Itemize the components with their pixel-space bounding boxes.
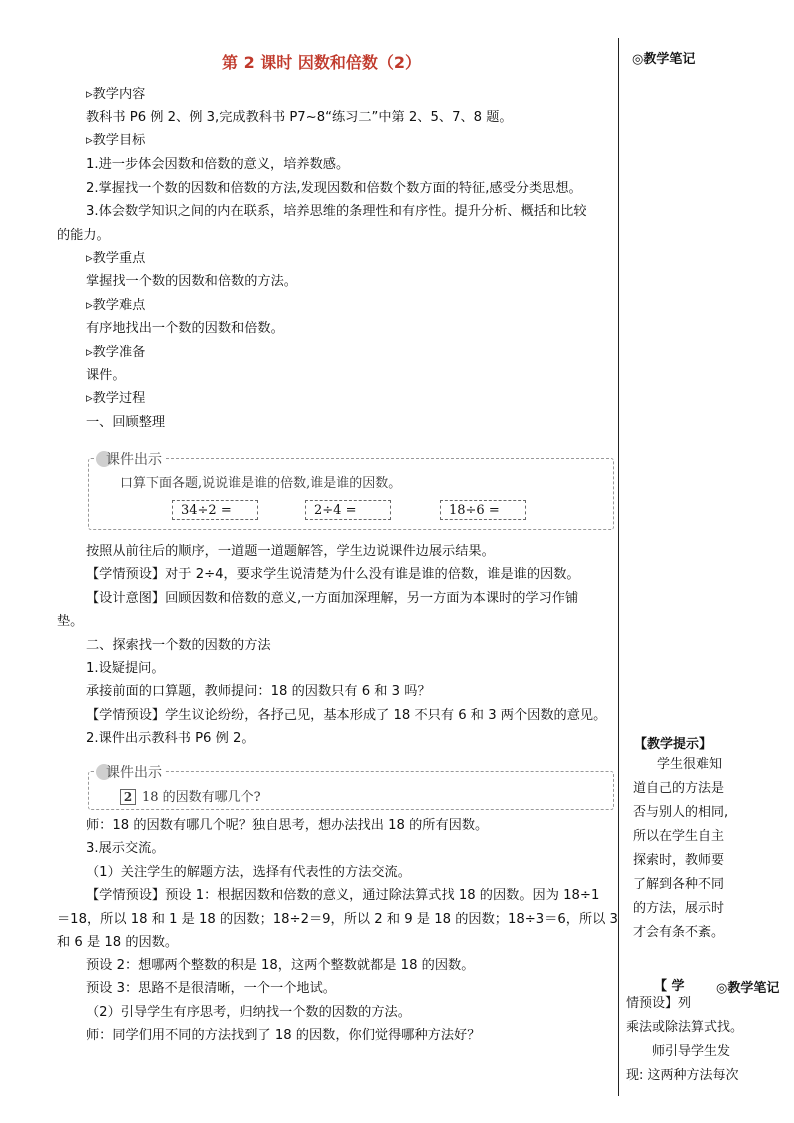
bottom-line: 师引导学生发 bbox=[652, 1044, 731, 1059]
step-3-2: （2）引导学生有序思考，归纳找一个数的因数的方法。 bbox=[86, 1005, 411, 1020]
goal-3: 3.体会数学知识之间的内在联系，培养思维的条理性和有序性。提升分析、概括和比较 bbox=[86, 204, 587, 219]
page-title: 第 2 课时 因数和倍数（2） bbox=[222, 53, 421, 72]
para-1: 按照从前往后的顺序，一道题一道题解答，学生边说课件边展示结果。 bbox=[86, 544, 495, 559]
notes-header-bottom: ◎教学笔记 bbox=[716, 981, 780, 996]
preset-2: 预设 2：想哪两个整数的积是 18，这两个整数就都是 18 的因数。 bbox=[86, 958, 475, 973]
step-1: 1.设疑提问。 bbox=[86, 661, 165, 676]
goal-1: 1.进一步体会因数和倍数的意义，培养数感。 bbox=[86, 157, 350, 172]
margin-divider bbox=[618, 38, 619, 1096]
goal-3-cont: 的能力。 bbox=[57, 228, 110, 243]
step-3-1: （1）关注学生的解题方法，选择有代表性的方法交流。 bbox=[86, 865, 411, 880]
content-text: 教科书 P6 例 2、例 3,完成教科书 P7~8“练习二”中第 2、5、7、8 题。 bbox=[86, 110, 513, 125]
tips-line: 所以在学生自主 bbox=[633, 829, 725, 844]
step-3: 3.展示交流。 bbox=[86, 841, 165, 856]
calc-3: 18÷6 = bbox=[440, 500, 526, 520]
tips-line: 才会有条不紊。 bbox=[633, 925, 725, 940]
courseware-badge-1 bbox=[96, 449, 165, 469]
tips-line: 了解到各种不同 bbox=[633, 877, 725, 892]
heading-process: ▹教学过程 bbox=[86, 391, 146, 406]
calc-2: 2÷4 = bbox=[305, 500, 391, 520]
preset-1-b: ＝18，所以 18 和 1 是 18 的因数；18÷2＝9，所以 2 和 9 是 18 的因数；18÷3＝6，所以 3 bbox=[57, 912, 618, 927]
preset-1-c: 和 6 是 18 的因数。 bbox=[57, 935, 179, 950]
heading-prep: ▹教学准备 bbox=[86, 345, 146, 360]
step-2: 2.课件出示教科书 P6 例 2。 bbox=[86, 731, 255, 746]
heading-content: ▹教学内容 bbox=[86, 87, 146, 102]
bottom-line: 乘法或除法算式找。 bbox=[626, 1020, 744, 1035]
preset-3: 预设 3：思路不是很清晰，一个一个地试。 bbox=[86, 981, 336, 996]
para-2: 【学情预设】对于 2÷4，要求学生说清楚为什么没有谁是谁的倍数，谁是谁的因数。 bbox=[86, 567, 580, 582]
tips-line: 学生很难知 bbox=[657, 757, 723, 772]
tips-line: 道自己的方法是 bbox=[633, 781, 725, 796]
heading-difficulty: ▹教学难点 bbox=[86, 298, 146, 313]
difficulty-text: 有序地找出一个数的因数和倍数。 bbox=[86, 321, 284, 336]
heading-goals: ▹教学目标 bbox=[86, 133, 146, 148]
bottom-line: 情预设】列 bbox=[626, 996, 692, 1011]
calc-1: 34÷2 = bbox=[172, 500, 258, 520]
step-1-text: 承接前面的口算题，教师提问：18 的因数只有 6 和 3 吗？ bbox=[86, 684, 431, 699]
courseware-badge-2 bbox=[96, 762, 165, 782]
tips-line: 的方法，展示时 bbox=[633, 901, 725, 916]
tips-line: 探索时，教师要 bbox=[633, 853, 725, 868]
step-1-preset: 【学情预设】学生议论纷纷，各抒己见，基本形成了 18 不只有 6 和 3 两个因数的意见。 bbox=[86, 708, 607, 723]
badge-label: 课件出示 bbox=[106, 765, 162, 781]
notes-header-top: ◎教学笔记 bbox=[632, 52, 696, 67]
bottom-line: 现: 这两种方法每次 bbox=[626, 1068, 739, 1083]
section-1-title: 一、回顾整理 bbox=[86, 415, 166, 430]
teacher-line-2: 师：同学们用不同的方法找到了 18 的因数，你们觉得哪种方法好？ bbox=[86, 1028, 481, 1043]
section-2-title: 二、探索找一个数的因数的方法 bbox=[86, 638, 271, 653]
example-number: 2 bbox=[120, 789, 136, 805]
tips-line: 否与别人的相同, bbox=[633, 805, 729, 820]
heading-key: ▹教学重点 bbox=[86, 251, 146, 266]
badge-label: 课件出示 bbox=[106, 452, 162, 468]
goal-2: 2.掌握找一个数的因数和倍数的方法,发现因数和倍数个数方面的特征,感受分类思想。 bbox=[86, 181, 582, 196]
key-text: 掌握找一个数的因数和倍数的方法。 bbox=[86, 274, 297, 289]
para-3-cont: 垫。 bbox=[57, 614, 84, 629]
para-3: 【设计意图】回顾因数和倍数的意义,一方面加深理解，另一方面为本课时的学习作铺 bbox=[86, 591, 579, 606]
example-text: 18 的因数有哪几个? bbox=[142, 790, 261, 805]
tips-header: 【教学提示】 bbox=[634, 737, 713, 752]
teacher-line-1: 师：18 的因数有哪几个呢？独自思考，想办法找出 18 的所有因数。 bbox=[86, 818, 489, 833]
example-question bbox=[120, 786, 261, 805]
prep-text: 课件。 bbox=[86, 368, 126, 383]
preset-1-a: 【学情预设】预设 1：根据因数和倍数的意义，通过除法算式找 18 的因数。因为 18÷1 bbox=[86, 888, 600, 903]
box1-prompt: 口算下面各题,说说谁是谁的倍数,谁是谁的因数。 bbox=[120, 476, 402, 491]
bottom-bracket-label: 【 学 bbox=[654, 979, 685, 994]
